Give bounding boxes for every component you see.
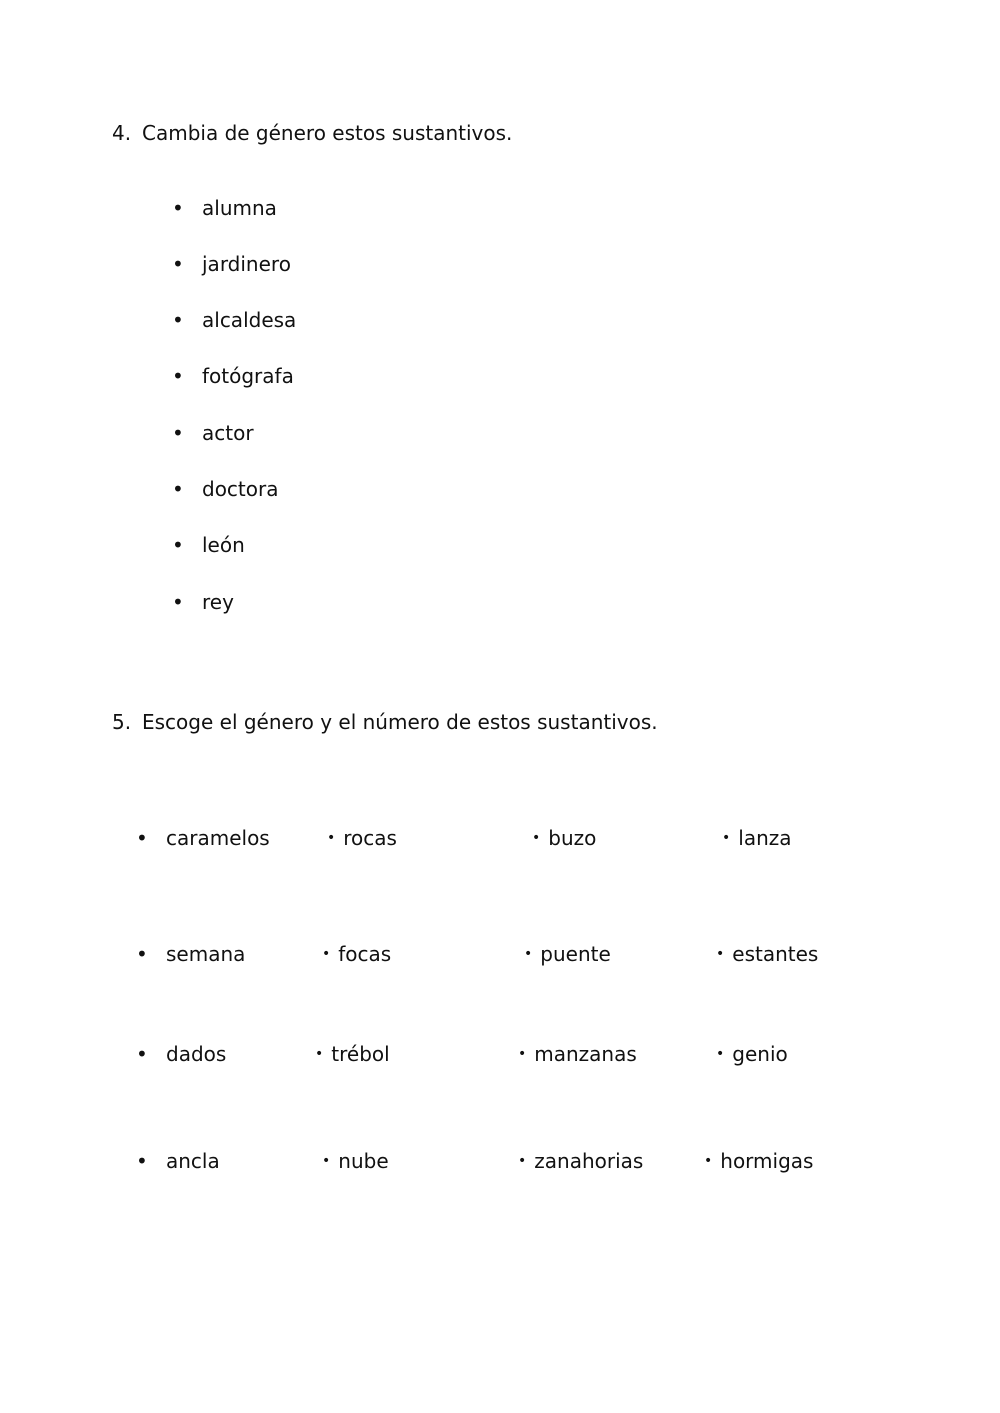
word-lanza: lanza (738, 826, 792, 850)
grid-cell (327, 826, 397, 850)
grid-cell (716, 1042, 788, 1066)
grid-cell (532, 826, 596, 850)
bullet-icon: • (172, 590, 184, 614)
word-manzanas: manzanas (534, 1042, 637, 1066)
list-item (172, 421, 254, 445)
question-4-number: 4. (112, 121, 132, 145)
word-alumna: alumna (202, 196, 277, 220)
grid-cell (322, 942, 391, 966)
word-buzo: buzo (548, 826, 597, 850)
small-bullet-icon: • (518, 1046, 527, 1062)
word-leon: león (202, 533, 245, 557)
small-bullet-icon: • (315, 1046, 324, 1062)
grid-cell (524, 942, 611, 966)
small-bullet-icon: • (716, 946, 725, 962)
question-5-number: 5. (112, 710, 132, 734)
word-caramelos: caramelos (166, 826, 270, 850)
list-item (172, 196, 277, 220)
small-bullet-icon: • (722, 830, 731, 846)
word-trebol: trébol (331, 1042, 390, 1066)
word-doctora: doctora (202, 477, 279, 501)
small-bullet-icon: • (322, 946, 331, 962)
bullet-icon: • (136, 826, 148, 850)
question-5-title: Escoge el género y el número de estos sustantivos. (142, 710, 658, 734)
grid-cell (136, 1042, 226, 1066)
word-hormigas: hormigas (720, 1149, 814, 1173)
word-zanahorias: zanahorias (534, 1149, 644, 1173)
small-bullet-icon: • (532, 830, 541, 846)
word-jardinero: jardinero (202, 252, 291, 276)
grid-cell (136, 942, 245, 966)
word-semana: semana (166, 942, 246, 966)
bullet-icon: • (172, 364, 184, 388)
word-rocas: rocas (343, 826, 397, 850)
bullet-icon: • (172, 308, 184, 332)
word-focas: focas (338, 942, 392, 966)
bullet-icon: • (172, 196, 184, 220)
bullet-icon: • (172, 477, 184, 501)
list-item (172, 308, 296, 332)
list-item (172, 477, 278, 501)
grid-cell (518, 1042, 637, 1066)
word-actor: actor (202, 421, 254, 445)
grid-cell (136, 826, 270, 850)
grid-cell (315, 1042, 390, 1066)
grid-cell (322, 1149, 389, 1173)
small-bullet-icon: • (704, 1153, 713, 1169)
grid-cell (704, 1149, 813, 1173)
list-item (172, 364, 294, 388)
question-4-heading (112, 121, 512, 145)
bullet-icon: • (136, 942, 148, 966)
small-bullet-icon: • (322, 1153, 331, 1169)
small-bullet-icon: • (327, 830, 336, 846)
list-item (172, 590, 234, 614)
word-genio: genio (732, 1042, 788, 1066)
word-rey: rey (202, 590, 234, 614)
grid-cell (722, 826, 792, 850)
word-estantes: estantes (732, 942, 819, 966)
bullet-icon: • (136, 1042, 148, 1066)
small-bullet-icon: • (524, 946, 533, 962)
question-5-heading (112, 710, 658, 734)
grid-cell (518, 1149, 643, 1173)
bullet-icon: • (172, 421, 184, 445)
word-dados: dados (166, 1042, 227, 1066)
word-nube: nube (338, 1149, 389, 1173)
list-item (172, 252, 291, 276)
word-ancla: ancla (166, 1149, 220, 1173)
bullet-icon: • (172, 533, 184, 557)
list-item (172, 533, 245, 557)
small-bullet-icon: • (518, 1153, 527, 1169)
word-alcaldesa: alcaldesa (202, 308, 297, 332)
bullet-icon: • (136, 1149, 148, 1173)
grid-cell (136, 1149, 220, 1173)
question-4-title: Cambia de género estos sustantivos. (142, 121, 513, 145)
bullet-icon: • (172, 252, 184, 276)
word-fotografa: fotógrafa (202, 364, 294, 388)
grid-cell (716, 942, 818, 966)
word-puente: puente (540, 942, 611, 966)
small-bullet-icon: • (716, 1046, 725, 1062)
